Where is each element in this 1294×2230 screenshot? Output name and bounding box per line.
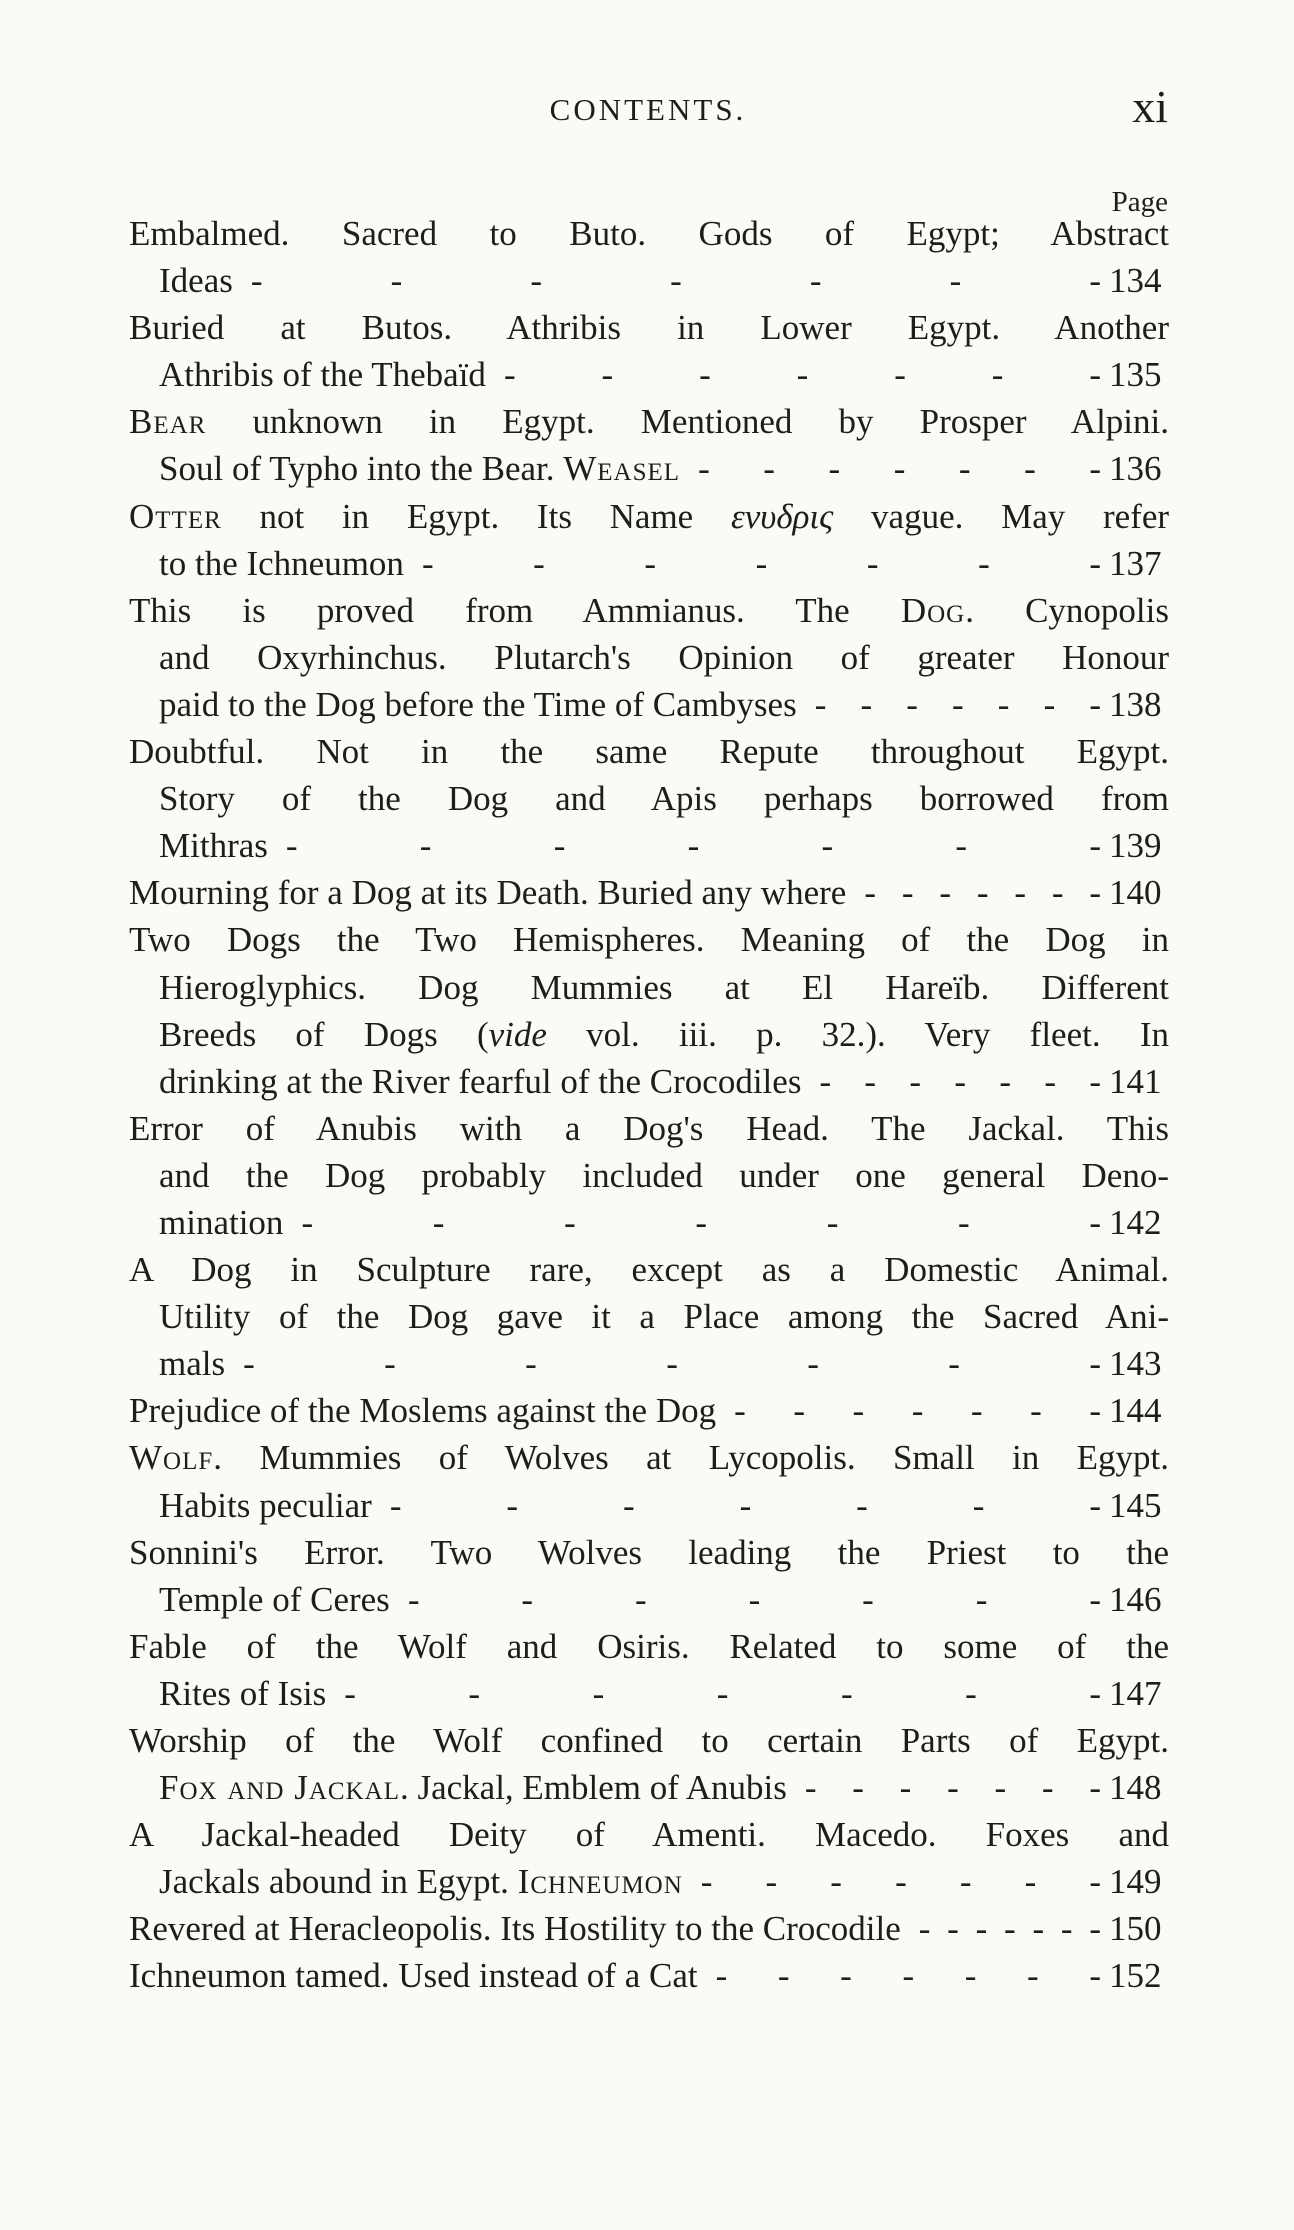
toc-entry-line: Sonnini's Error. Two Wolves leading the Priest to the (129, 1532, 1169, 1572)
toc-entry (129, 1246, 1169, 1387)
toc-entry-text: Ichneumon tamed. Used instead of a Cat (129, 1956, 698, 1996)
dot-leader: - - - - - - - (407, 1579, 1101, 1619)
dot-leader: - - - - - - - (918, 1909, 1101, 1949)
toc-entry-line: Bear unknown in Egypt. Mentioned by Prosper Alpini. (129, 402, 1169, 442)
dot-leader: - - - - - - - (715, 1956, 1101, 1996)
toc-page-number: 148 (1109, 1768, 1162, 1808)
toc-entry-text: mals (159, 1344, 226, 1384)
toc-page-number: 147 (1109, 1673, 1162, 1713)
toc-entry-line: A Jackal-headed Deity of Amenti. Macedo. Foxes and (129, 1815, 1169, 1855)
toc-entry (129, 916, 1169, 1104)
toc-entry (129, 869, 1169, 916)
toc-entry (129, 587, 1169, 728)
dot-leader: - - - - - - - (734, 1391, 1101, 1431)
toc-entry-text: Ideas (159, 261, 233, 301)
toc-entry-last-line (129, 1387, 1169, 1434)
toc-page-number: 140 (1109, 873, 1162, 913)
toc-entry-last-line (129, 869, 1169, 916)
dot-leader: - - - - - - - (421, 543, 1101, 583)
dot-leader: - - - - - - - (285, 826, 1101, 866)
toc-entry (129, 1623, 1169, 1717)
toc-entry-last-line (129, 1340, 1169, 1387)
toc-entry-text: Prejudice of the Moslems against the Dog (129, 1391, 717, 1431)
toc-entry-line: A Dog in Sculpture rare, except as a Domestic Animal. (129, 1250, 1169, 1290)
toc-entry-line: Breeds of Dogs (vide vol. iii. p. 32.). Very fleet. In (159, 1014, 1169, 1054)
toc-entry (129, 1105, 1169, 1246)
toc-entry-text: Fox and Jackal. Jackal, Emblem of Anubis (159, 1768, 787, 1808)
dot-leader: - - - - - - - (243, 1344, 1101, 1384)
toc-entry-text: mination (159, 1202, 284, 1242)
toc-page-number: 141 (1109, 1061, 1162, 1101)
toc-entry-line: Embalmed. Sacred to Buto. Gods of Egypt; Abstract (129, 214, 1169, 253)
toc-entry (129, 1952, 1169, 1999)
toc-entry (129, 210, 1169, 304)
toc-page-number: 146 (1109, 1579, 1162, 1619)
toc-entry-text: Soul of Typho into the Bear. Weasel (159, 449, 681, 489)
toc-page-number: 139 (1109, 826, 1162, 866)
toc-page-number: 143 (1109, 1344, 1162, 1384)
toc-entry-text: Athribis of the Thebaïd (159, 355, 486, 395)
toc-entry-text: Revered at Heracleopolis. Its Hostility to the Crocodile (129, 1909, 901, 1949)
toc-entry-text: Temple of Ceres (159, 1579, 390, 1619)
toc-entry-text: to the Ichneumon (159, 543, 404, 583)
toc-entry-text: Mithras (159, 826, 268, 866)
page-number: xi (1132, 81, 1168, 132)
toc-entry-line: Fable of the Wolf and Osiris. Related to some of the (129, 1626, 1169, 1666)
toc-entry (129, 304, 1169, 398)
toc-entry (129, 1387, 1169, 1434)
toc-entry-line: and the Dog probably included under one general Deno- (159, 1155, 1169, 1195)
toc-entry-last-line (129, 1199, 1169, 1246)
dot-leader: - - - - - - - (804, 1768, 1101, 1808)
toc-entry-last-line (129, 681, 1169, 728)
dot-leader: - - - - - - - (389, 1485, 1101, 1525)
toc-entry-last-line (129, 822, 1169, 869)
toc-entry-text: drinking at the River fearful of the Crocodiles (159, 1061, 802, 1101)
toc-entry-line: Hieroglyphics. Dog Mummies at El Hareïb. Different (159, 967, 1169, 1007)
toc-entry (129, 398, 1169, 492)
toc-page-number: 137 (1109, 543, 1162, 583)
toc-page-number: 144 (1109, 1391, 1162, 1431)
page-column-label: Page (1111, 186, 1168, 218)
dot-leader: - - - - - - - (344, 1673, 1101, 1713)
toc-entry-last-line (129, 1482, 1169, 1529)
toc-page-number: 134 (1109, 261, 1162, 301)
toc-entry (129, 728, 1169, 869)
running-header (128, 81, 1168, 136)
dot-leader: - - - - - - - (700, 1862, 1101, 1902)
toc-page-number: 135 (1109, 355, 1162, 395)
toc-entry (129, 1811, 1169, 1905)
toc-page-number: 138 (1109, 684, 1162, 724)
toc-entry-last-line (129, 540, 1169, 587)
toc-entry-line: Story of the Dog and Apis perhaps borrowed from (159, 779, 1169, 819)
toc-entry-line: Doubtful. Not in the same Repute throughout Egypt. (129, 732, 1169, 772)
toc-entry-text: Jackals abound in Egypt. Ichneumon (159, 1862, 683, 1902)
toc-page-number: 136 (1109, 449, 1162, 489)
toc-page-number: 145 (1109, 1485, 1162, 1525)
toc-entry-last-line (129, 1058, 1169, 1105)
toc-entry-line: Error of Anubis with a Dog's Head. The Jackal. This (129, 1108, 1169, 1148)
toc-entry-text: Mourning for a Dog at its Death. Buried any where (129, 873, 847, 913)
toc-entry-line: Wolf. Mummies of Wolves at Lycopolis. Small in Egypt. (129, 1438, 1169, 1478)
toc-entry-last-line (129, 1764, 1169, 1811)
dot-leader: - - - - - - - (819, 1061, 1101, 1101)
dot-leader: - - - - - - - (814, 684, 1101, 724)
toc-entry-line: and Oxyrhinchus. Plutarch's Opinion of greater Honour (159, 637, 1169, 677)
toc-page-number: 142 (1109, 1202, 1162, 1242)
toc-entry-line: Worship of the Wolf confined to certain Parts of Egypt. (129, 1721, 1169, 1760)
toc-page-number: 152 (1109, 1956, 1162, 1996)
dot-leader: - - - - - - - (301, 1202, 1101, 1242)
toc-entry-text: paid to the Dog before the Time of Cambyses (159, 684, 797, 724)
toc-entry-last-line (129, 1858, 1169, 1905)
toc-entry (129, 1529, 1169, 1623)
dot-leader: - - - - - - - (864, 873, 1101, 913)
toc-entry-last-line (129, 445, 1169, 492)
toc-entry-last-line (129, 1952, 1169, 1999)
toc-entry-line: Otter not in Egypt. Its Name ενυδρις vague. May refer (129, 496, 1170, 536)
toc-page-number: 149 (1109, 1862, 1162, 1902)
table-of-contents (129, 210, 1169, 2000)
toc-entry-line: Two Dogs the Two Hemispheres. Meaning of the Dog in (129, 920, 1169, 960)
toc-entry-last-line (129, 351, 1169, 398)
toc-entry-last-line (129, 257, 1169, 304)
toc-entry (129, 1905, 1169, 1952)
toc-entry-line: This is proved from Ammianus. The Dog. Cynopolis (129, 590, 1170, 630)
toc-entry-last-line (129, 1905, 1169, 1952)
dot-leader: - - - - - - - (503, 355, 1101, 395)
toc-entry (129, 493, 1169, 587)
toc-entry-text: Habits peculiar (159, 1485, 372, 1525)
toc-entry (129, 1434, 1169, 1528)
toc-entry-last-line (129, 1670, 1169, 1717)
toc-entry-line: Utility of the Dog gave it a Place among the Sacred Ani- (159, 1297, 1169, 1337)
toc-entry (129, 1717, 1169, 1811)
toc-entry-last-line (129, 1576, 1169, 1623)
toc-entry-text: Rites of Isis (159, 1673, 327, 1713)
toc-entry-line: Buried at Butos. Athribis in Lower Egypt. Another (129, 308, 1169, 348)
running-title: CONTENTS. (549, 92, 747, 127)
toc-page-number: 150 (1109, 1909, 1162, 1949)
dot-leader: - - - - - - - (698, 449, 1101, 489)
dot-leader: - - - - - - - (250, 261, 1101, 301)
